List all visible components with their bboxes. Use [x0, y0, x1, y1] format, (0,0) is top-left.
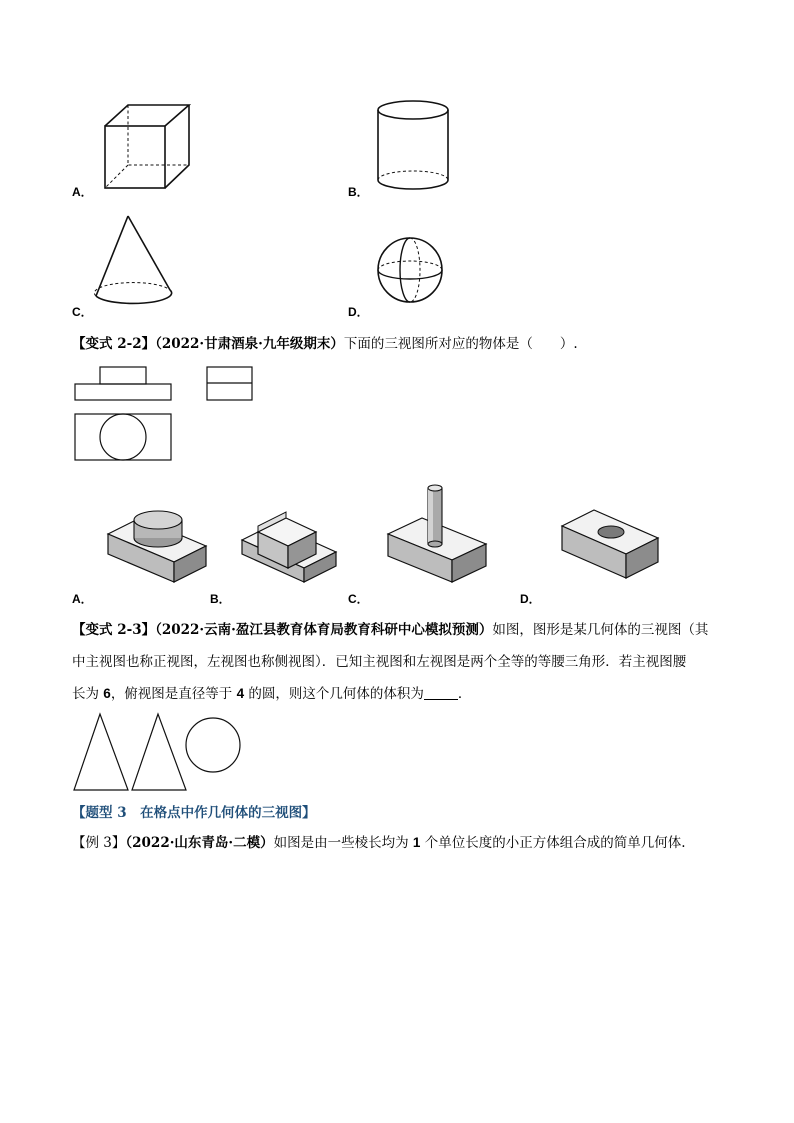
q1-option-c-label: C．	[72, 305, 93, 319]
cone-figure	[94, 214, 174, 310]
variant-2-2-question	[72, 334, 578, 354]
three-view-drawing	[74, 366, 254, 462]
variant-2-3-line-2: 中主视图也称正视图，左视图也称侧视图）．已知主视图和左视图是两个全等的等腰三角形．若主视图腰	[72, 654, 687, 670]
variant-2-3-line-3: 长为 6，俯视图是直径等于 4 的圆，则这个几何体的体积为 ．	[72, 686, 472, 702]
example-3-question: 【例 3】（2022·山东青岛·二模）如图是由一些棱长均为 1 个单位长度的小正方体组合成的简单几何体.	[72, 835, 686, 851]
cylinder-figure	[376, 100, 450, 192]
variant-2-2-option-a-figure	[106, 506, 208, 584]
answer-blank[interactable]	[424, 685, 458, 700]
q1-option-d-label: D．	[348, 305, 369, 319]
variant-2-2-option-a-label: A．	[72, 592, 93, 606]
q1-option-b-label: B．	[348, 185, 369, 199]
variant-2-2-source: （2022·甘肃酒泉·九年级期末）	[155, 336, 344, 352]
variant-2-2-option-c-figure	[386, 484, 488, 584]
variant-2-2-option-c-label: C．	[348, 592, 369, 606]
type-3-heading: 【题型 3 在格点中作几何体的三视图】	[72, 805, 316, 821]
cube-figure	[104, 104, 190, 190]
example-3-source: （2022·山东青岛·二模）	[125, 835, 274, 851]
variant-2-2-text: 下面的三视图所对应的物体是（ ）.	[343, 336, 578, 352]
variant-2-2-tag: 【变式 2-2】	[72, 336, 156, 352]
variant-2-3-three-views	[72, 712, 242, 792]
variant-2-3-line-1: 【变式 2-3】（2022·云南·盈江县教育体育局教育科研中心模拟预测）如图，图形是某几何体的三视图（其	[72, 622, 709, 638]
variant-2-2-option-d-label: D．	[520, 592, 541, 606]
sphere-figure	[376, 236, 444, 304]
variant-2-3-source: （2022·云南·盈江县教育体育局教育科研中心模拟预测）	[155, 622, 493, 638]
example-3-tag: 【例 3】	[72, 835, 126, 851]
variant-2-3-tag: 【变式 2-3】	[72, 622, 156, 638]
variant-2-2-option-b-figure	[240, 510, 338, 584]
q1-option-a-label: A．	[72, 185, 93, 199]
variant-2-2-option-d-figure	[560, 504, 660, 580]
variant-2-2-option-b-label: B．	[210, 592, 231, 606]
